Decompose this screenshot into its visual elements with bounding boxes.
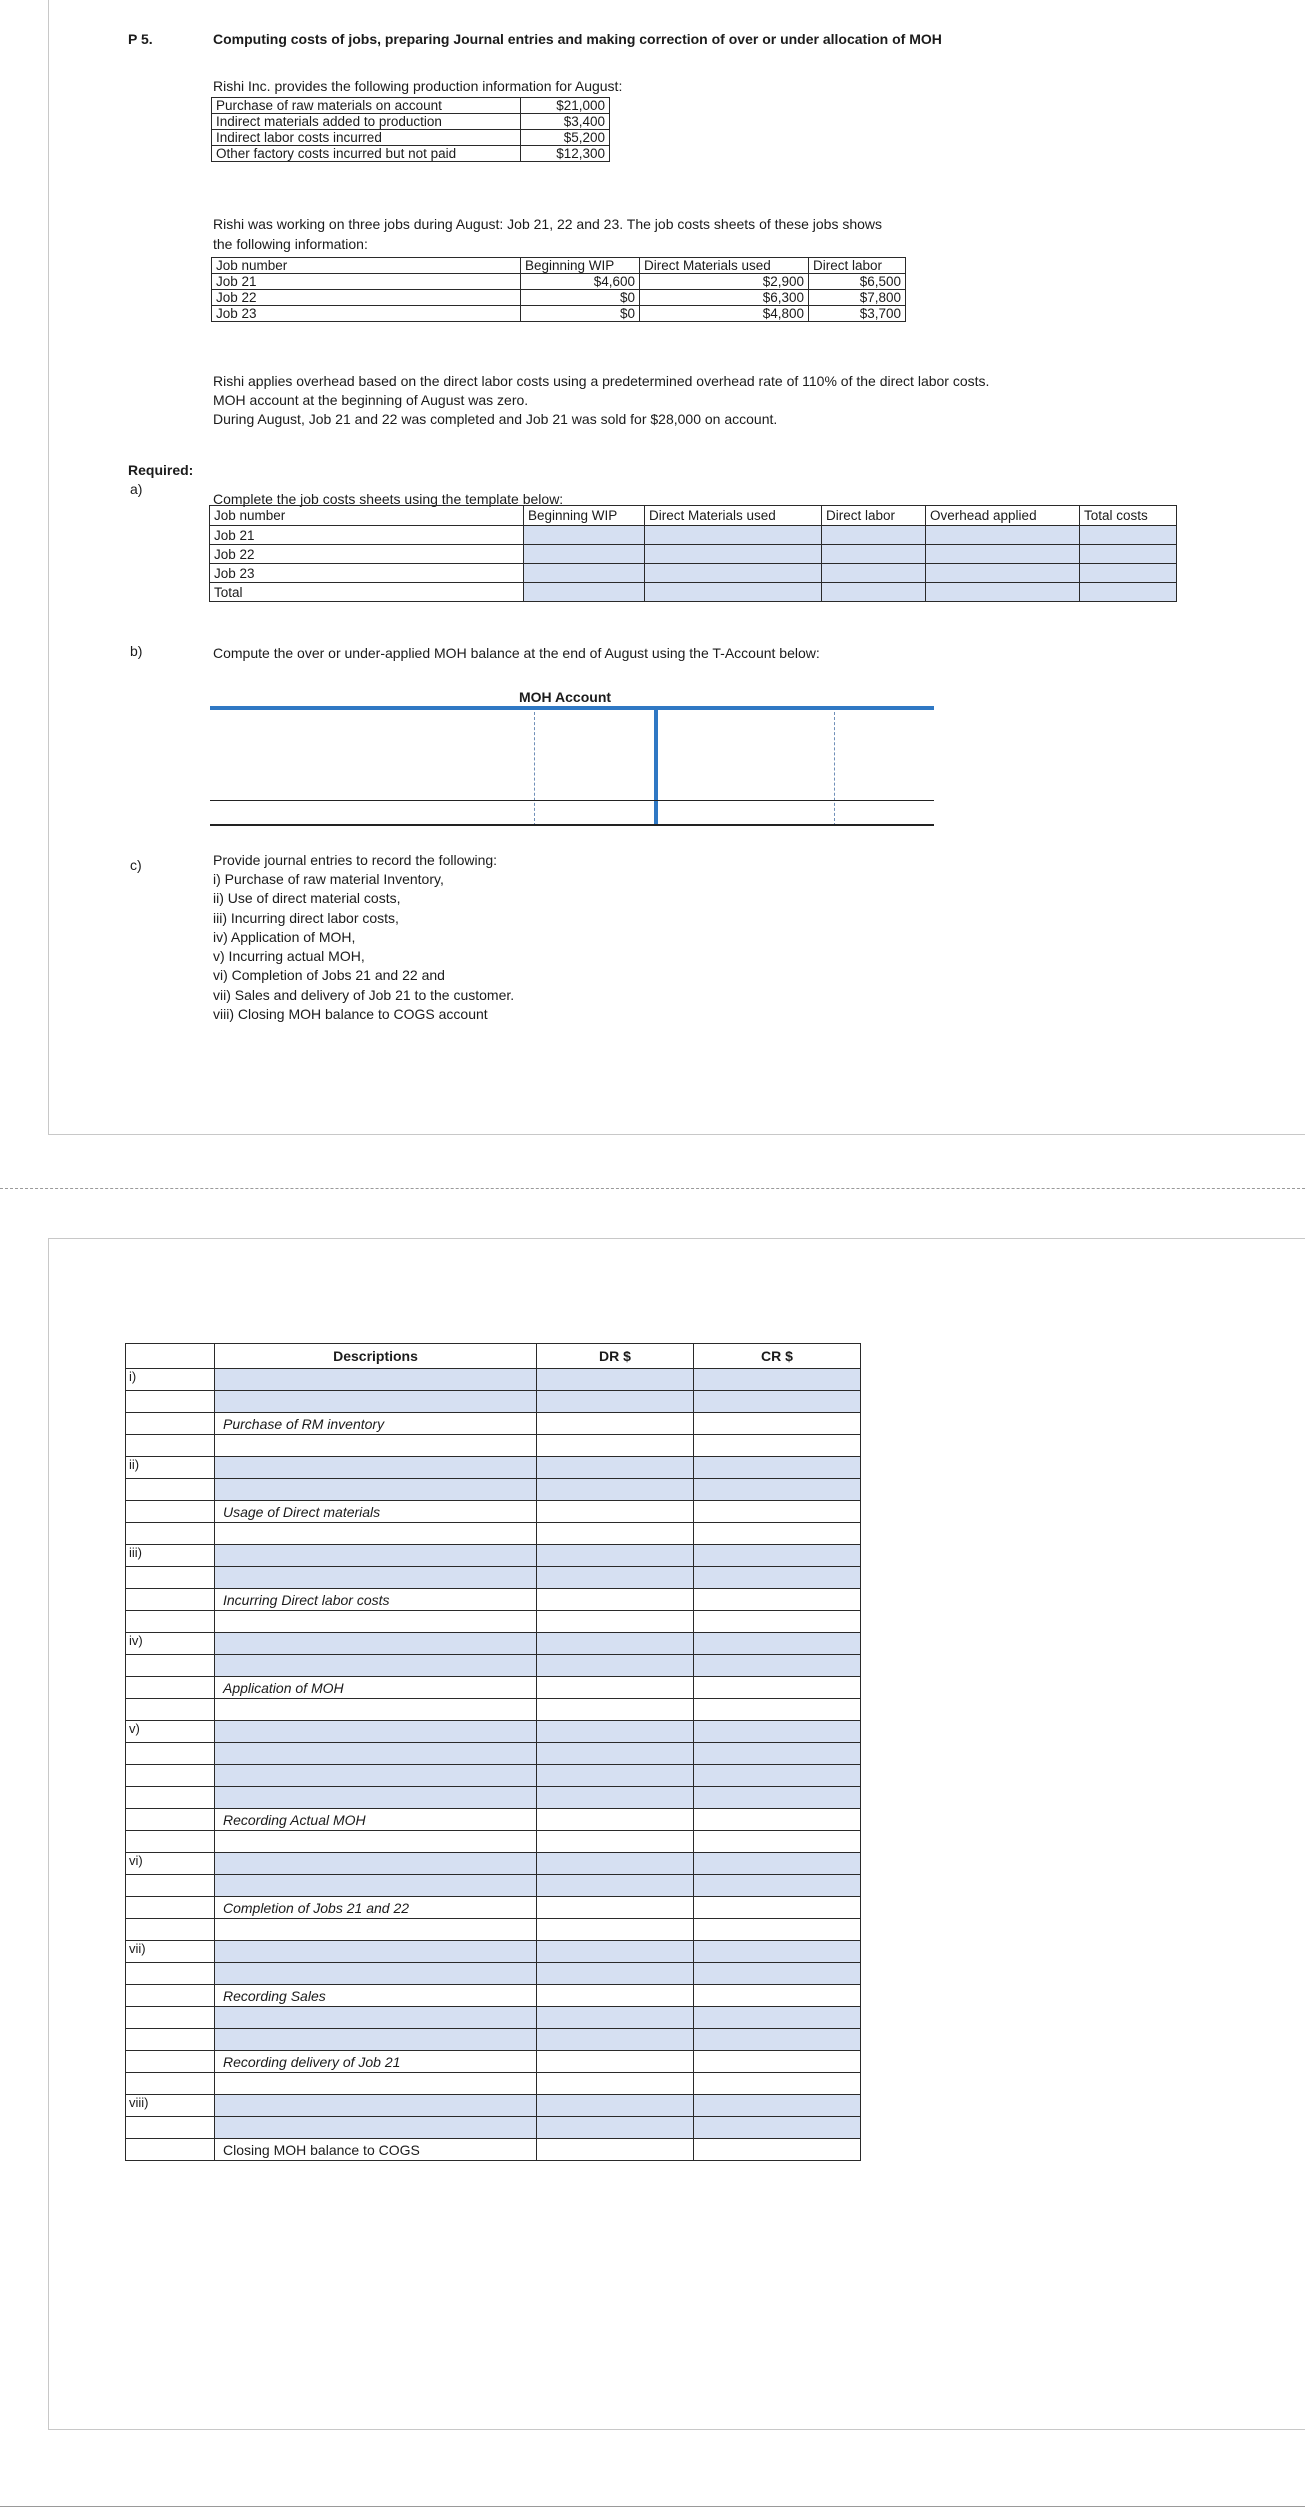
- journal-debit-cell: [537, 2139, 694, 2161]
- cost-sheet-blank-cell: [926, 526, 1080, 545]
- journal-debit-cell: [537, 1831, 694, 1853]
- journal-entry-number: [126, 1897, 215, 1919]
- prod-label: Other factory costs incurred but not paid: [212, 146, 521, 162]
- journal-row: [126, 1963, 861, 1985]
- journal-description: [215, 1655, 537, 1677]
- journal-entry-number: [126, 1787, 215, 1809]
- part-b-text: Compute the over or under-applied MOH balance at the end of August using the T-Account below:: [213, 645, 820, 661]
- table-header-row: [126, 1344, 861, 1369]
- overhead-text-3: During August, Job 21 and 22 was completed and Job 21 was sold for $28,000 on account.: [213, 411, 778, 427]
- journal-credit-cell: [694, 1941, 861, 1963]
- cost-sheet-blank-cell: [524, 564, 645, 583]
- journal-row: [126, 1743, 861, 1765]
- journal-row: [126, 1809, 861, 1831]
- journal-debit-cell: [537, 1897, 694, 1919]
- part-c-item: vii) Sales and delivery of Job 21 to the customer.: [213, 986, 515, 1003]
- journal-debit-cell: [537, 1435, 694, 1457]
- jobs-table: [211, 257, 906, 322]
- cost-sheet-header-cell: Beginning WIP: [524, 506, 645, 526]
- journal-entry-number: [126, 1655, 215, 1677]
- prod-label: Indirect materials added to production: [212, 114, 521, 130]
- journal-row: [126, 2007, 861, 2029]
- cost-sheet-row-label: Total: [210, 583, 524, 602]
- journal-entry-number: [126, 1611, 215, 1633]
- journal-debit-cell: [537, 2095, 694, 2117]
- journal-row: [126, 1831, 861, 1853]
- journal-debit-cell: [537, 1611, 694, 1633]
- cost-sheet-blank-cell: [822, 545, 926, 564]
- journal-credit-cell: [694, 1479, 861, 1501]
- journal-row: [126, 2117, 861, 2139]
- table-header-row: [210, 506, 1177, 526]
- journal-entry-number: [126, 1765, 215, 1787]
- journal-debit-cell: [537, 1457, 694, 1479]
- journal-description: [215, 1765, 537, 1787]
- jobs-cell: $2,900: [640, 274, 809, 290]
- journal-entry-number: [126, 2139, 215, 2161]
- journal-debit-cell: [537, 2117, 694, 2139]
- journal-row: [126, 2029, 861, 2051]
- journal-credit-cell: [694, 1787, 861, 1809]
- journal-entry-number: [126, 1985, 215, 2007]
- journal-entry-number: [126, 1963, 215, 1985]
- journal-description: Recording Sales: [215, 1985, 537, 2007]
- journal-debit-cell: [537, 1721, 694, 1743]
- part-c-item: viii) Closing MOH balance to COGS account: [213, 1006, 488, 1023]
- journal-description: [215, 1435, 537, 1457]
- journal-debit-cell: [537, 1501, 694, 1523]
- journal-description: [215, 1545, 537, 1567]
- table-row: [212, 130, 610, 146]
- t-account-dashed-left: [534, 712, 535, 826]
- journal-description: [215, 1479, 537, 1501]
- jobs-header-cell: Direct labor: [809, 258, 906, 274]
- journal-credit-cell: [694, 1897, 861, 1919]
- jobs-cell: $0: [521, 306, 640, 322]
- journal-credit-cell: [694, 1831, 861, 1853]
- journal-credit-cell: [694, 1677, 861, 1699]
- prod-value: $3,400: [521, 114, 610, 130]
- jobs-cell: $7,800: [809, 290, 906, 306]
- jobs-cell: $6,300: [640, 290, 809, 306]
- part-c-intro: Provide journal entries to record the following:: [213, 852, 498, 868]
- table-row: [212, 306, 906, 322]
- journal-debit-cell: [537, 1875, 694, 1897]
- journal-entry-number: [126, 1479, 215, 1501]
- journal-entry-number: [126, 1875, 215, 1897]
- journal-row: [126, 1633, 861, 1655]
- cost-sheet-blank-cell: [524, 583, 645, 602]
- table-row: [212, 274, 906, 290]
- journal-debit-cell: [537, 1985, 694, 2007]
- cost-sheet-header-cell: Job number: [210, 506, 524, 526]
- journal-credit-cell: [694, 2029, 861, 2051]
- journal-row: [126, 1523, 861, 1545]
- journal-credit-cell: [694, 1589, 861, 1611]
- journal-credit-cell: [694, 1567, 861, 1589]
- journal-description: [215, 1963, 537, 1985]
- prod-label: Purchase of raw materials on account: [212, 98, 521, 114]
- journal-row: [126, 1567, 861, 1589]
- cost-sheet-blank-cell: [926, 583, 1080, 602]
- journal-credit-cell: [694, 1721, 861, 1743]
- journal-debit-cell: [537, 1787, 694, 1809]
- journal-credit-cell: [694, 1523, 861, 1545]
- cost-sheet-blank-cell: [524, 526, 645, 545]
- journal-header-cell: Descriptions: [215, 1344, 537, 1369]
- journal-description: [215, 2117, 537, 2139]
- cost-sheet-blank-cell: [1080, 583, 1177, 602]
- journal-row: [126, 1721, 861, 1743]
- journal-entry-number: [126, 2117, 215, 2139]
- journal-debit-cell: [537, 1391, 694, 1413]
- journal-description: [215, 2029, 537, 2051]
- journal-row: [126, 1897, 861, 1919]
- prod-value: $5,200: [521, 130, 610, 146]
- journal-description: [215, 1369, 537, 1391]
- cost-sheet-blank-cell: [926, 545, 1080, 564]
- journal-debit-cell: [537, 1545, 694, 1567]
- cost-sheet-blank-cell: [822, 526, 926, 545]
- table-row: [212, 114, 610, 130]
- journal-description: Closing MOH balance to COGS: [215, 2139, 537, 2161]
- jobs-intro-line-1: Rishi was working on three jobs during August: Job 21, 22 and 23. The job costs sheets of these jobs shows: [213, 216, 883, 232]
- table-row: [210, 526, 1177, 545]
- t-account-top-line: [210, 706, 934, 710]
- journal-row: [126, 1985, 861, 2007]
- journal-description: [215, 1391, 537, 1413]
- journal-debit-cell: [537, 2007, 694, 2029]
- journal-credit-cell: [694, 1743, 861, 1765]
- journal-debit-cell: [537, 1699, 694, 1721]
- cost-sheet-blank-cell: [645, 583, 822, 602]
- overhead-text-2: MOH account at the beginning of August was zero.: [213, 392, 529, 408]
- journal-description: [215, 1457, 537, 1479]
- journal-credit-cell: [694, 1457, 861, 1479]
- t-account-dashed-right: [834, 712, 835, 826]
- overhead-text-1: Rishi applies overhead based on the direct labor costs using a predetermined overhead rate of 110% of the direct labor costs.: [213, 373, 990, 389]
- journal-entry-number: [126, 1589, 215, 1611]
- journal-description: [215, 1831, 537, 1853]
- journal-credit-cell: [694, 2139, 861, 2161]
- journal-row: [126, 1457, 861, 1479]
- journal-description: [215, 1611, 537, 1633]
- journal-row: [126, 1611, 861, 1633]
- journal-description: [215, 2007, 537, 2029]
- journal-row: [126, 1435, 861, 1457]
- journal-credit-cell: [694, 1765, 861, 1787]
- jobs-cell: Job 23: [212, 306, 521, 322]
- journal-debit-cell: [537, 1743, 694, 1765]
- journal-entry-number: vi): [126, 1853, 215, 1875]
- journal-description: [215, 2095, 537, 2117]
- cost-sheet-blank-cell: [645, 545, 822, 564]
- journal-description: Recording Actual MOH: [215, 1809, 537, 1831]
- journal-description: [215, 1743, 537, 1765]
- journal-description: [215, 1721, 537, 1743]
- journal-entry-number: [126, 1391, 215, 1413]
- prod-label: Indirect labor costs incurred: [212, 130, 521, 146]
- journal-description: [215, 1699, 537, 1721]
- cost-sheet-blank-cell: [1080, 564, 1177, 583]
- journal-entry-number: [126, 1435, 215, 1457]
- part-a-text: Complete the job costs sheets using the template below:: [213, 491, 564, 507]
- cost-sheet-row-label: Job 22: [210, 545, 524, 564]
- cost-sheet-header-cell: Total costs: [1080, 506, 1177, 526]
- journal-row: [126, 1545, 861, 1567]
- journal-row: [126, 1941, 861, 1963]
- journal-row: [126, 1677, 861, 1699]
- journal-entry-number: [126, 1677, 215, 1699]
- journal-debit-cell: [537, 1589, 694, 1611]
- journal-debit-cell: [537, 1369, 694, 1391]
- journal-entry-number: [126, 1523, 215, 1545]
- journal-description: Usage of Direct materials: [215, 1501, 537, 1523]
- journal-description: Incurring Direct labor costs: [215, 1589, 537, 1611]
- part-c-label: c): [130, 857, 142, 873]
- journal-debit-cell: [537, 1567, 694, 1589]
- journal-entry-number: [126, 2007, 215, 2029]
- journal-credit-cell: [694, 2095, 861, 2117]
- journal-credit-cell: [694, 1919, 861, 1941]
- table-row: [212, 146, 610, 162]
- journal-entry-number: [126, 1831, 215, 1853]
- t-account-total-line-2: [210, 824, 934, 826]
- journal-description: [215, 1787, 537, 1809]
- journal-description: Purchase of RM inventory: [215, 1413, 537, 1435]
- journal-debit-cell: [537, 2073, 694, 2095]
- table-header-row: [212, 258, 906, 274]
- jobs-cell: $6,500: [809, 274, 906, 290]
- page-break-divider: [0, 1188, 1305, 1189]
- journal-debit-cell: [537, 1809, 694, 1831]
- journal-debit-cell: [537, 2029, 694, 2051]
- jobs-cell: Job 22: [212, 290, 521, 306]
- cost-sheet-blank-cell: [822, 583, 926, 602]
- journal-credit-cell: [694, 2051, 861, 2073]
- journal-entry-number: [126, 2073, 215, 2095]
- journal-entry-number: iii): [126, 1545, 215, 1567]
- production-info-table: [211, 97, 610, 162]
- table-row: [210, 564, 1177, 583]
- journal-debit-cell: [537, 2051, 694, 2073]
- jobs-header-cell: Job number: [212, 258, 521, 274]
- cost-sheet-row-label: Job 21: [210, 526, 524, 545]
- journal-debit-cell: [537, 1677, 694, 1699]
- jobs-header-cell: Beginning WIP: [521, 258, 640, 274]
- part-c-items: [213, 870, 514, 1024]
- journal-row: [126, 2139, 861, 2161]
- part-c-item: ii) Use of direct material costs,: [213, 890, 401, 907]
- table-row: [212, 98, 610, 114]
- journal-credit-cell: [694, 1655, 861, 1677]
- part-c-item: iv) Application of MOH,: [213, 928, 356, 945]
- journal-credit-cell: [694, 2073, 861, 2095]
- cost-sheet-blank-cell: [1080, 545, 1177, 564]
- table-row: [210, 545, 1177, 564]
- journal-row: [126, 1853, 861, 1875]
- cost-sheet-blank-cell: [524, 545, 645, 564]
- journal-debit-cell: [537, 1413, 694, 1435]
- journal-entry-number: [126, 1699, 215, 1721]
- journal-entry-number: i): [126, 1369, 215, 1391]
- journal-row: [126, 1655, 861, 1677]
- journal-description: [215, 2073, 537, 2095]
- journal-entry-number: [126, 1567, 215, 1589]
- journal-row: [126, 1765, 861, 1787]
- journal-entry-number: [126, 1413, 215, 1435]
- cost-sheet-header-cell: Direct Materials used: [645, 506, 822, 526]
- cost-sheet-blank-cell: [645, 564, 822, 583]
- journal-description: [215, 1919, 537, 1941]
- jobs-cell: $4,600: [521, 274, 640, 290]
- cost-sheet-blank-cell: [1080, 526, 1177, 545]
- journal-description: [215, 1567, 537, 1589]
- jobs-cell: $3,700: [809, 306, 906, 322]
- job-cost-sheet-template: [209, 505, 1177, 602]
- journal-debit-cell: [537, 1765, 694, 1787]
- prod-value: $12,300: [521, 146, 610, 162]
- cost-sheet-header-cell: Direct labor: [822, 506, 926, 526]
- problem-number: P 5.: [128, 31, 153, 47]
- t-account-title: MOH Account: [519, 689, 612, 705]
- journal-description: Application of MOH: [215, 1677, 537, 1699]
- journal-row: [126, 1699, 861, 1721]
- journal-description: [215, 1853, 537, 1875]
- cost-sheet-blank-cell: [822, 564, 926, 583]
- journal-entry-number: [126, 1743, 215, 1765]
- journal-credit-cell: [694, 2117, 861, 2139]
- journal-credit-cell: [694, 1875, 861, 1897]
- journal-credit-cell: [694, 1985, 861, 2007]
- journal-credit-cell: [694, 1545, 861, 1567]
- jobs-header-cell: Direct Materials used: [640, 258, 809, 274]
- journal-header-cell: CR $: [694, 1344, 861, 1369]
- journal-credit-cell: [694, 2007, 861, 2029]
- jobs-cell: Job 21: [212, 274, 521, 290]
- journal-row: [126, 1787, 861, 1809]
- journal-entry-number: ii): [126, 1457, 215, 1479]
- journal-row: [126, 2095, 861, 2117]
- journal-debit-cell: [537, 1941, 694, 1963]
- journal-debit-cell: [537, 1523, 694, 1545]
- required-label: Required:: [128, 462, 194, 478]
- table-row: [210, 583, 1177, 602]
- cost-sheet-blank-cell: [926, 564, 1080, 583]
- journal-credit-cell: [694, 1633, 861, 1655]
- journal-description: Recording delivery of Job 21: [215, 2051, 537, 2073]
- part-a-label: a): [130, 481, 143, 497]
- journal-debit-cell: [537, 1919, 694, 1941]
- journal-description: [215, 1941, 537, 1963]
- journal-credit-cell: [694, 1963, 861, 1985]
- journal-entry-number: [126, 1919, 215, 1941]
- journal-entry-number: v): [126, 1721, 215, 1743]
- journal-row: [126, 2051, 861, 2073]
- journal-row: [126, 1501, 861, 1523]
- journal-description: [215, 1633, 537, 1655]
- journal-credit-cell: [694, 1699, 861, 1721]
- t-account-total-line-1: [210, 800, 934, 801]
- journal-debit-cell: [537, 1963, 694, 1985]
- journal-credit-cell: [694, 1809, 861, 1831]
- journal-entry-number: [126, 2029, 215, 2051]
- cost-sheet-header-cell: Overhead applied: [926, 506, 1080, 526]
- journal-row: [126, 1875, 861, 1897]
- cost-sheet-row-label: Job 23: [210, 564, 524, 583]
- journal-debit-cell: [537, 1633, 694, 1655]
- part-c-item: v) Incurring actual MOH,: [213, 948, 365, 965]
- prod-value: $21,000: [521, 98, 610, 114]
- journal-credit-cell: [694, 1501, 861, 1523]
- journal-row: [126, 1413, 861, 1435]
- jobs-intro-line-2: the following information:: [213, 236, 368, 252]
- jobs-cell: $0: [521, 290, 640, 306]
- journal-entry-number: [126, 2051, 215, 2073]
- journal-debit-cell: [537, 1853, 694, 1875]
- intro-text: Rishi Inc. provides the following production information for August:: [213, 78, 623, 94]
- journal-entry-number: [126, 1501, 215, 1523]
- part-b-label: b): [130, 643, 143, 659]
- journal-number-header-cell: [126, 1344, 215, 1369]
- journal-entries-table: [125, 1343, 861, 2161]
- journal-row: [126, 1589, 861, 1611]
- part-c-item: i) Purchase of raw material Inventory,: [213, 871, 444, 887]
- journal-entry-number: viii): [126, 2095, 215, 2117]
- journal-header-cell: DR $: [537, 1344, 694, 1369]
- journal-entry-number: [126, 1809, 215, 1831]
- journal-credit-cell: [694, 1391, 861, 1413]
- journal-credit-cell: [694, 1413, 861, 1435]
- t-account-center-line: [654, 706, 658, 826]
- part-c-item: vi) Completion of Jobs 21 and 22 and: [213, 967, 445, 984]
- journal-entry-number: iv): [126, 1633, 215, 1655]
- journal-row: [126, 2073, 861, 2095]
- journal-credit-cell: [694, 1611, 861, 1633]
- journal-row: [126, 1479, 861, 1501]
- journal-description: [215, 1875, 537, 1897]
- table-row: [212, 290, 906, 306]
- journal-credit-cell: [694, 1435, 861, 1457]
- journal-description: Completion of Jobs 21 and 22: [215, 1897, 537, 1919]
- journal-credit-cell: [694, 1369, 861, 1391]
- part-c-item: iii) Incurring direct labor costs,: [213, 909, 399, 926]
- journal-row: [126, 1919, 861, 1941]
- page-bottom-line: [0, 2506, 1305, 2507]
- journal-debit-cell: [537, 1655, 694, 1677]
- journal-row: [126, 1369, 861, 1391]
- jobs-cell: $4,800: [640, 306, 809, 322]
- journal-row: [126, 1391, 861, 1413]
- journal-debit-cell: [537, 1479, 694, 1501]
- cost-sheet-blank-cell: [645, 526, 822, 545]
- problem-title: Computing costs of jobs, preparing Journal entries and making correction of over or under allocation of MOH: [213, 31, 942, 47]
- journal-entry-number: vii): [126, 1941, 215, 1963]
- journal-credit-cell: [694, 1853, 861, 1875]
- journal-description: [215, 1523, 537, 1545]
